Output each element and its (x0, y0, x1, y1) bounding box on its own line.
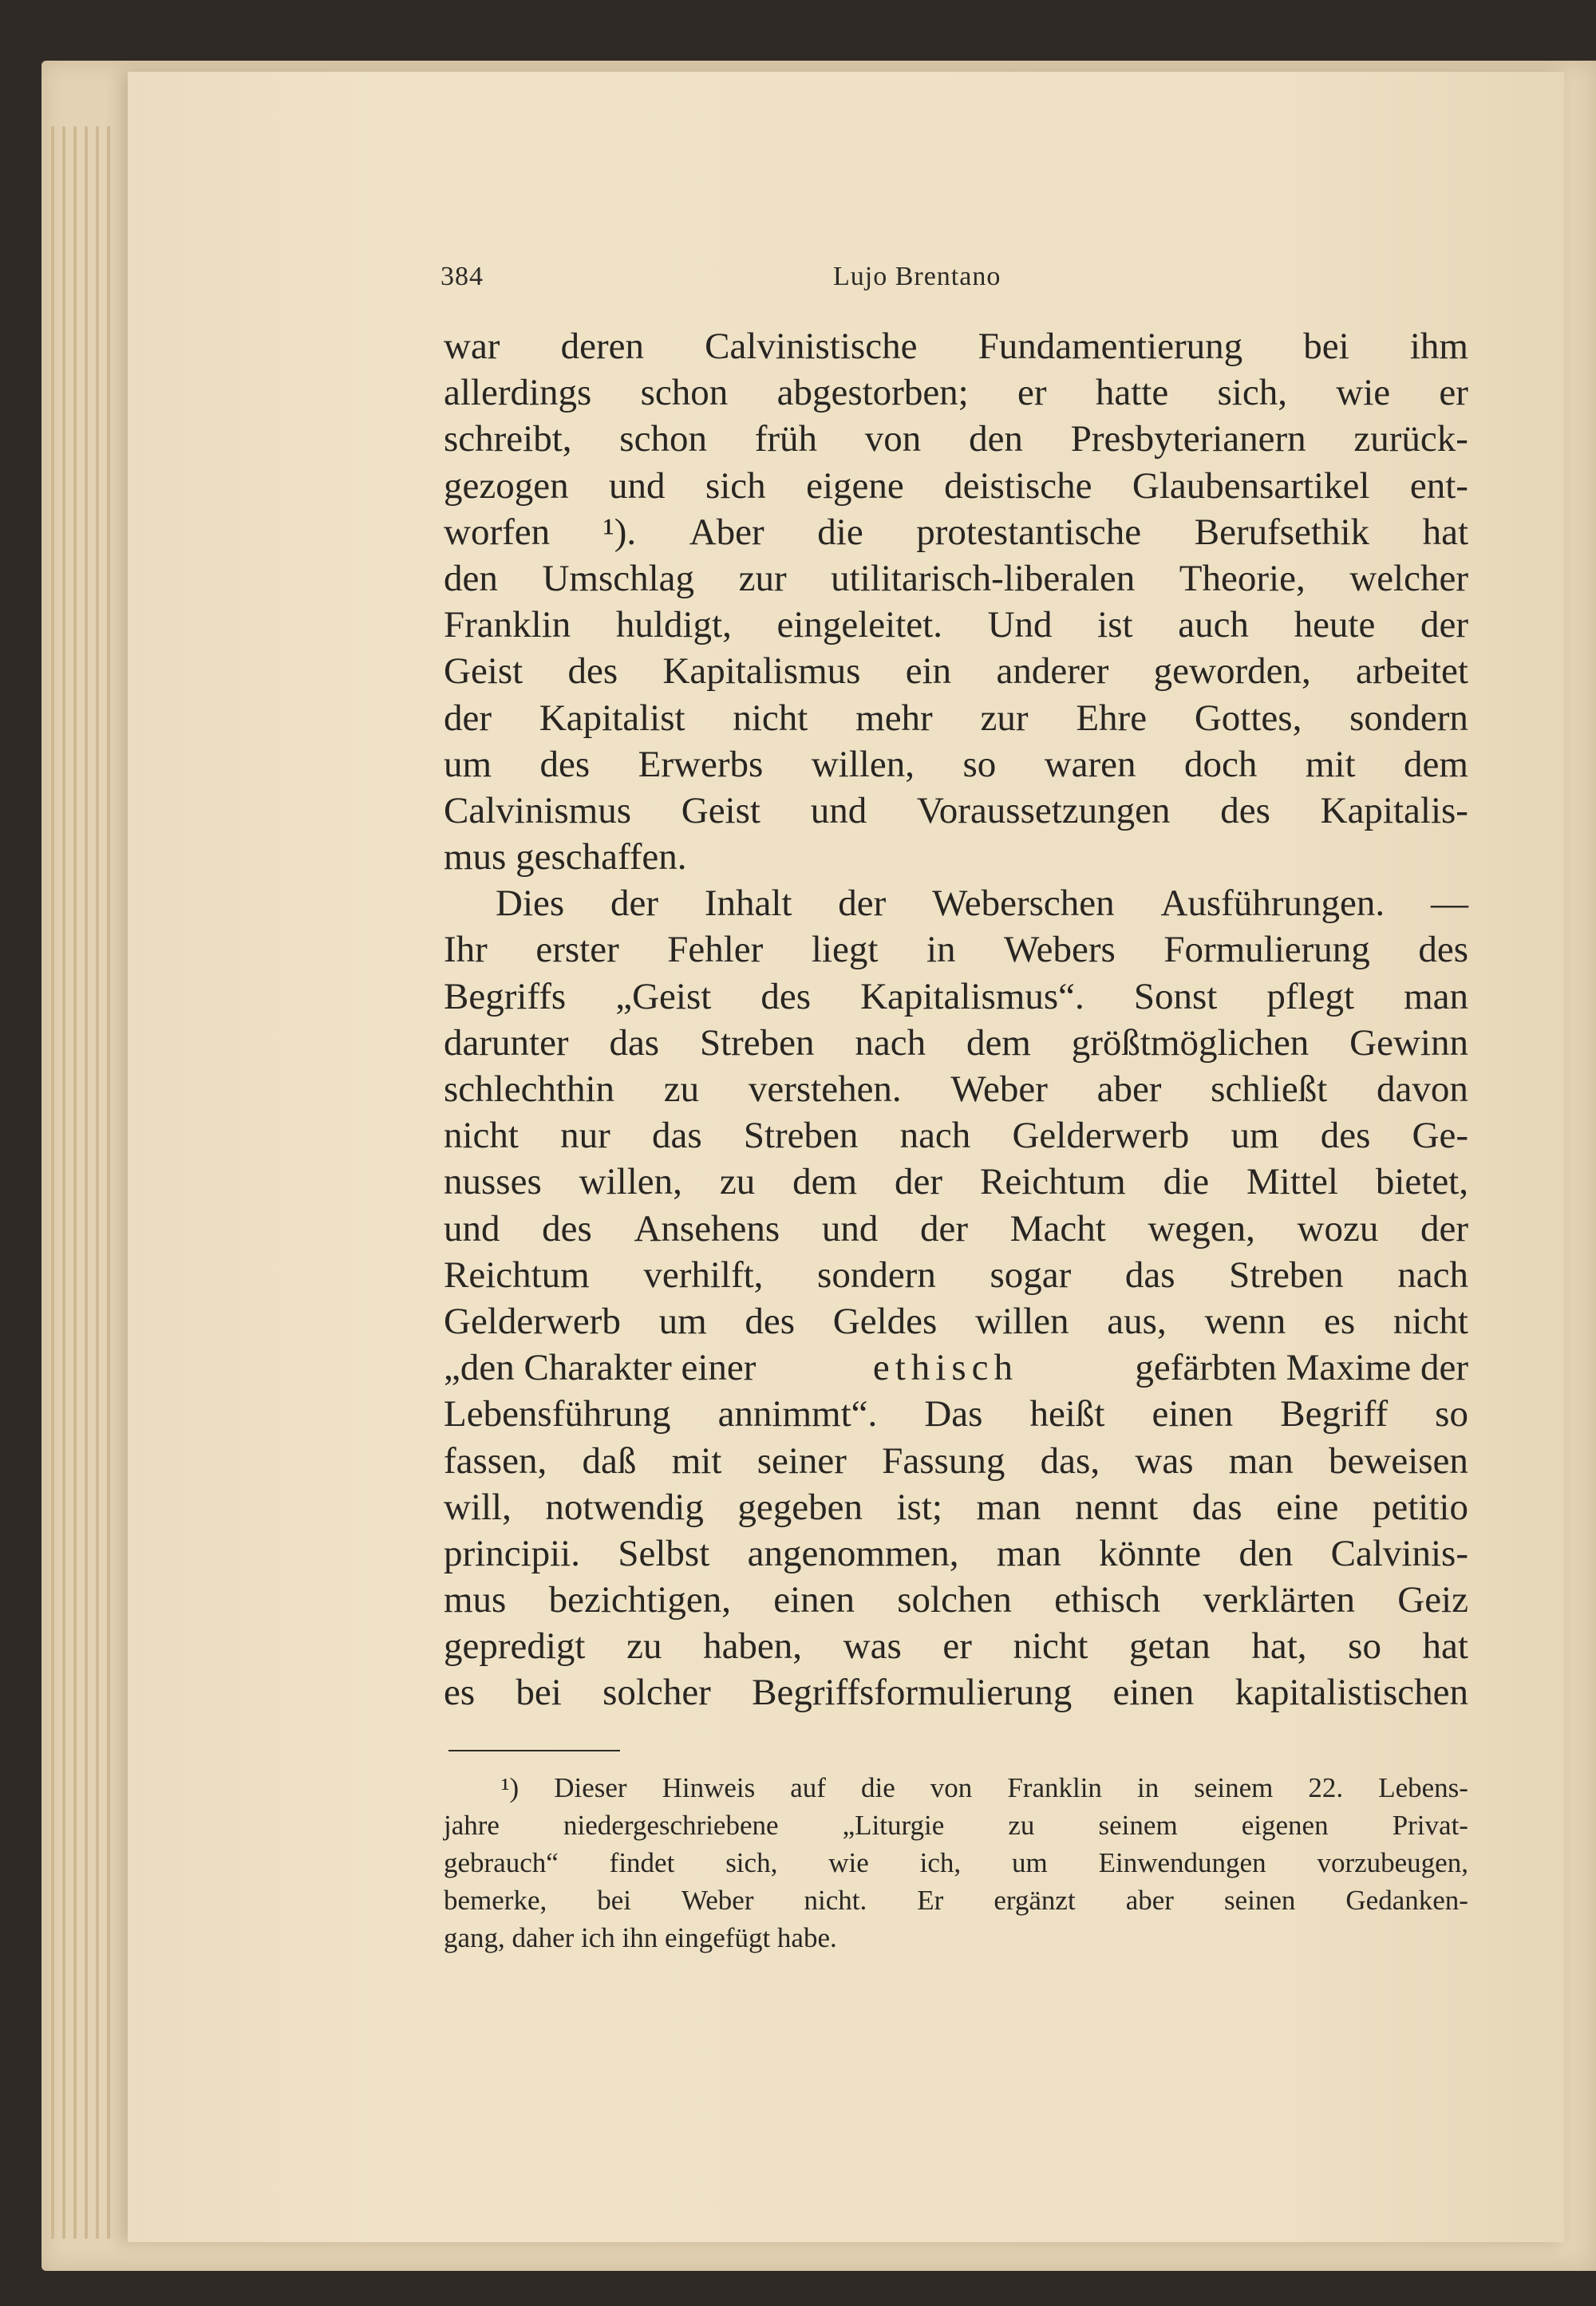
word: zu (626, 1625, 662, 1668)
word: hat (1422, 1625, 1468, 1668)
word: Weber (681, 1885, 754, 1916)
word: um (1231, 1115, 1279, 1157)
word: seinem (1098, 1810, 1178, 1841)
word: getan (1129, 1625, 1211, 1668)
text-line (444, 1391, 1468, 1437)
word: so (962, 743, 997, 785)
word: ¹). (602, 511, 637, 553)
word: abgestorben; (776, 372, 969, 414)
text-line (444, 695, 1468, 741)
word: sich, (1217, 372, 1287, 414)
word: Mittel (1246, 1161, 1338, 1203)
word: — (1430, 883, 1468, 925)
word: findet (609, 1847, 675, 1878)
word: zur (980, 697, 1029, 739)
word: es (1324, 1300, 1356, 1342)
word: heute (1294, 604, 1376, 646)
word: Und (987, 604, 1053, 646)
word: fassen, (444, 1439, 547, 1482)
word: er (942, 1625, 972, 1668)
word: seiner (757, 1439, 847, 1482)
word: heißt (1029, 1393, 1105, 1435)
running-head (440, 262, 1468, 297)
word: ihm (1409, 326, 1468, 367)
word: so (1435, 1393, 1468, 1435)
running-title: Lujo Brentano (833, 262, 1001, 291)
word: was (843, 1625, 902, 1668)
word: der (1420, 604, 1468, 646)
word: willen (975, 1300, 1069, 1342)
word: nach (855, 1021, 926, 1064)
word: doch (1184, 743, 1258, 785)
word: wegen, (1148, 1207, 1255, 1250)
word: Er (917, 1885, 944, 1916)
word: hat (1422, 511, 1468, 553)
word: sondern (817, 1254, 936, 1296)
word: aber (1096, 1068, 1162, 1110)
word: daß (582, 1439, 637, 1482)
word: Presbyterianern (1070, 418, 1306, 460)
word: Geiz (1397, 1579, 1468, 1621)
word: Glaubensartikel (1132, 464, 1370, 507)
text-line (444, 648, 1468, 694)
word: das (609, 1021, 660, 1064)
word: des (1418, 929, 1468, 971)
word: Theorie, (1179, 557, 1306, 599)
word: Erwerbs (638, 743, 764, 785)
word: schon (640, 372, 729, 414)
word: zu (1008, 1810, 1035, 1841)
word: der (610, 883, 658, 925)
word: es (444, 1672, 476, 1714)
page-edge (73, 126, 77, 2239)
word: Calvinis- (1330, 1532, 1468, 1574)
word: um (444, 743, 492, 785)
word: der (920, 1207, 969, 1250)
word: das (1191, 1486, 1242, 1528)
text-line (444, 926, 1468, 973)
text-line (444, 463, 1468, 509)
line-part: gefärbten Maxime der (1135, 1347, 1468, 1389)
word: ¹) (501, 1772, 519, 1803)
word: der (895, 1161, 943, 1203)
word: Kapitalismus“. (860, 975, 1084, 1017)
word: arbeitet (1356, 650, 1468, 693)
text-line: mus geschaffen. (444, 836, 687, 879)
word: Selbst (618, 1532, 710, 1574)
word: gebrauch“ (444, 1847, 559, 1878)
word: Geist (681, 789, 760, 831)
word: verstehen. (748, 1068, 902, 1110)
word: ethisch (1054, 1579, 1161, 1621)
word: des (1220, 789, 1270, 831)
footnote-line (444, 1806, 1468, 1844)
word: er (1439, 372, 1468, 414)
text-line (444, 1298, 1468, 1345)
word: die (861, 1772, 895, 1803)
word: vorzubeugen, (1317, 1847, 1468, 1878)
text-line (444, 788, 1468, 834)
word: deren (560, 326, 644, 367)
word: verklärten (1203, 1579, 1355, 1621)
word: petitio (1372, 1486, 1468, 1528)
word: nennt (1074, 1486, 1159, 1528)
word: bei (1303, 326, 1349, 367)
text-line (444, 1669, 1468, 1716)
footnote-divider (448, 1750, 620, 1751)
text-line (444, 602, 1468, 648)
page-edge (62, 126, 65, 2239)
word: Reichtum (444, 1254, 590, 1296)
text-line (444, 1484, 1468, 1530)
word: um (658, 1300, 707, 1342)
word: sondern (1349, 697, 1468, 739)
word: nicht (1393, 1300, 1468, 1342)
text-line-spaced (444, 1345, 1468, 1391)
word: welcher (1349, 557, 1468, 599)
word: annimmt“. (717, 1393, 878, 1435)
word: Calvinismus (444, 789, 632, 831)
page-number: 384 (440, 262, 484, 291)
word: Formulierung (1163, 929, 1370, 971)
word: eine (1276, 1486, 1339, 1528)
word: ist (1097, 604, 1133, 646)
word: Reichtum (979, 1161, 1126, 1203)
word: ent- (1409, 464, 1468, 507)
word: Fassung (882, 1439, 1005, 1482)
word: bei (597, 1885, 632, 1916)
word: einen (773, 1579, 855, 1621)
text-line (444, 880, 1468, 926)
word: Aber (689, 511, 764, 553)
word: den (1238, 1532, 1294, 1574)
word: Macht (1009, 1207, 1106, 1250)
word: Umschlag (542, 557, 695, 599)
word: bietet, (1375, 1161, 1468, 1203)
word: in (926, 929, 956, 971)
word: schreibt, (444, 418, 572, 460)
word: die (1163, 1161, 1210, 1203)
word: solchen (897, 1579, 1012, 1621)
word: das (651, 1115, 702, 1157)
word: die (817, 511, 863, 553)
text-line (444, 973, 1468, 1020)
footnote-line (444, 1844, 1468, 1882)
text-line (444, 1206, 1468, 1252)
word: ergänzt (994, 1885, 1076, 1916)
word: wie (828, 1847, 869, 1878)
word: des (745, 1300, 796, 1342)
footnote-line (444, 1882, 1468, 1919)
word: zu (663, 1068, 700, 1110)
word: einen (1112, 1672, 1195, 1714)
word: den (444, 557, 498, 599)
word: Einwendungen (1098, 1847, 1266, 1878)
word: könnte (1099, 1532, 1202, 1574)
word: protestantische (916, 511, 1142, 553)
word: und (444, 1207, 500, 1250)
text-line (444, 1112, 1468, 1159)
word: er (1017, 372, 1047, 414)
word: von (930, 1772, 973, 1803)
word: nicht (733, 697, 808, 739)
word: zu (719, 1161, 756, 1203)
word: seinem (1194, 1772, 1274, 1803)
word: beweisen (1329, 1439, 1468, 1482)
word: man (976, 1486, 1041, 1528)
footnote-line (444, 1769, 1468, 1806)
word: Gedanken- (1345, 1885, 1468, 1916)
word: davon (1377, 1068, 1468, 1110)
word: angenommen, (747, 1532, 959, 1574)
word: darunter (444, 1021, 569, 1064)
word: sich (705, 464, 766, 507)
word: und (821, 1207, 879, 1250)
word: Begriff (1280, 1393, 1389, 1435)
word: Voraussetzungen (916, 789, 1171, 831)
word: utilitarisch-liberalen (831, 557, 1136, 599)
word: huldigt, (615, 604, 732, 646)
word: Weber (950, 1068, 1048, 1110)
word: dem (966, 1021, 1031, 1064)
word: anderer (996, 650, 1109, 693)
text-line (444, 1252, 1468, 1298)
page-edge (96, 126, 99, 2239)
word: Franklin (444, 604, 571, 646)
word: bei (516, 1672, 562, 1714)
word: eingeleitet. (776, 604, 942, 646)
word: nicht. (804, 1885, 867, 1916)
word: notwendig (545, 1486, 704, 1528)
word: dem (792, 1161, 858, 1203)
word: Webers (1004, 929, 1116, 971)
word: will, (444, 1486, 512, 1528)
word: des (760, 975, 812, 1017)
word: zurück- (1353, 418, 1468, 460)
word: seinen (1223, 1885, 1296, 1916)
word: mehr (855, 697, 933, 739)
word: nicht (444, 1115, 519, 1157)
word: Ansehens (634, 1207, 780, 1250)
word: in (1136, 1772, 1159, 1803)
word: des (567, 650, 618, 693)
word: Kapitalist (539, 697, 685, 739)
word: Ausführungen. (1160, 883, 1385, 925)
word: war (444, 326, 500, 367)
word: Gewinn (1349, 1021, 1468, 1064)
word: haben, (703, 1625, 803, 1668)
word: wenn (1204, 1300, 1286, 1342)
word: Berufsethik (1194, 511, 1370, 553)
word: deistische (944, 464, 1092, 507)
word: man (996, 1532, 1061, 1574)
word: Ehre (1076, 697, 1148, 739)
word: dem (1404, 743, 1468, 785)
word: Kapitalis- (1320, 789, 1468, 831)
word: Inhalt (704, 883, 792, 925)
line-part: „den Charakter einer (444, 1347, 757, 1389)
word: des (1320, 1115, 1371, 1157)
word: Geldes (832, 1300, 938, 1342)
word: eigenen (1241, 1810, 1329, 1841)
word: nur (560, 1115, 610, 1157)
word: den (969, 418, 1023, 460)
word: gezogen (444, 464, 569, 507)
word: kapitalistischen (1235, 1672, 1468, 1714)
word: eigene (806, 464, 904, 507)
word: sich, (725, 1847, 778, 1878)
word: „Geist (615, 975, 712, 1017)
footnote (444, 1769, 1468, 1957)
word: auch (1178, 604, 1249, 646)
word: „Liturgie (842, 1810, 945, 1841)
word: Fehler (667, 929, 764, 971)
word: worfen (444, 511, 551, 553)
word: willen, (579, 1161, 682, 1203)
word: principii. (444, 1532, 580, 1574)
word: des (539, 743, 591, 785)
word: des (542, 1207, 592, 1250)
footnote-line: gang, daher ich ihn eingefügt habe. (444, 1922, 837, 1953)
word: Franklin (1007, 1772, 1102, 1803)
word: solcher (602, 1672, 711, 1714)
word: der (444, 697, 492, 739)
word: der (1420, 1207, 1468, 1250)
word: geworden, (1153, 650, 1311, 693)
word: das, (1040, 1439, 1100, 1482)
text-line (444, 1577, 1468, 1623)
word: was (1135, 1439, 1194, 1482)
word: Begriffs (444, 975, 567, 1017)
word: waren (1044, 743, 1136, 785)
word: niedergeschriebene (563, 1810, 779, 1841)
text-line (444, 369, 1468, 416)
word: hatte (1095, 372, 1169, 414)
word: pflegt (1266, 975, 1355, 1017)
text-line (444, 1066, 1468, 1112)
word: Streben (743, 1115, 859, 1157)
word: Geist (444, 650, 523, 693)
word: mit (1305, 743, 1356, 785)
word: schon (619, 418, 707, 460)
word: schließt (1211, 1068, 1328, 1110)
word: Weberschen (932, 883, 1115, 925)
word: von (864, 418, 922, 460)
word: Kapitalismus (662, 650, 861, 693)
word: nicht (1013, 1625, 1088, 1668)
word: Begriffsformulierung (752, 1672, 1073, 1714)
word: und (609, 464, 666, 507)
word: man (1404, 975, 1468, 1017)
word: früh (754, 418, 818, 460)
word: hat, (1251, 1625, 1307, 1668)
word: aber (1125, 1885, 1174, 1916)
text-line (444, 555, 1468, 602)
word: um (1012, 1847, 1048, 1878)
word: mus (444, 1579, 507, 1621)
word: Das (924, 1393, 983, 1435)
word: ist; (896, 1486, 942, 1528)
word: 22. (1308, 1772, 1344, 1803)
word: so (1348, 1625, 1381, 1668)
word: Privat- (1392, 1810, 1468, 1841)
page-edge (85, 126, 88, 2239)
word: Streben (1229, 1254, 1344, 1296)
text-line (444, 416, 1468, 462)
word: Gottes, (1194, 697, 1302, 739)
word: bezichtigen, (548, 1579, 731, 1621)
word: verhilft, (643, 1254, 764, 1296)
word: aus, (1107, 1300, 1167, 1342)
text-line (444, 323, 1468, 369)
word: zur (738, 557, 787, 599)
word: Ge- (1412, 1115, 1468, 1157)
word: Lebensführung (444, 1393, 671, 1435)
text-line (444, 1530, 1468, 1577)
word: auf (790, 1772, 826, 1803)
word: wozu (1297, 1207, 1379, 1250)
word: Gelderwerb (444, 1300, 621, 1342)
word: erster (535, 929, 619, 971)
word: Lebens- (1378, 1772, 1468, 1803)
word: sogar (990, 1254, 1072, 1296)
page-edge (107, 126, 110, 2239)
text-line (444, 509, 1468, 555)
word: Dies (496, 883, 565, 925)
word: allerdings (444, 372, 592, 414)
word: nusses (444, 1161, 542, 1203)
word: Gelderwerb (1012, 1115, 1190, 1157)
text-line (444, 1159, 1468, 1205)
word: Ihr (444, 929, 488, 971)
word: einen (1152, 1393, 1234, 1435)
word: nach (1397, 1254, 1468, 1296)
word: jahre (444, 1810, 500, 1841)
text-line (444, 1623, 1468, 1669)
word: Dieser (554, 1772, 627, 1803)
word: nach (899, 1115, 971, 1157)
word: ich, (919, 1847, 962, 1878)
word: der (838, 883, 887, 925)
word: willen, (811, 743, 915, 785)
word: Sonst (1133, 975, 1218, 1017)
word: bemerke, (444, 1885, 547, 1916)
word: Calvinistische (705, 326, 918, 367)
word: Fundamentierung (978, 326, 1243, 367)
word: Streben (699, 1021, 815, 1064)
word: Hinweis (662, 1772, 756, 1803)
word: ein (905, 650, 952, 693)
word: mit (671, 1439, 722, 1482)
word: wie (1336, 372, 1391, 414)
word: liegt (811, 929, 879, 971)
word: man (1228, 1439, 1294, 1482)
text-line (444, 1020, 1468, 1066)
word: gepredigt (444, 1625, 586, 1668)
page-edge (51, 126, 54, 2239)
spaced-emphasis: ethisch (872, 1347, 1018, 1389)
word: größtmöglichen (1071, 1021, 1310, 1064)
text-line (444, 741, 1468, 788)
text-line (444, 1438, 1468, 1484)
word: gegeben (737, 1486, 863, 1528)
word: das (1124, 1254, 1175, 1296)
word: und (810, 789, 867, 831)
main-text (444, 323, 1468, 1716)
word: schlechthin (444, 1068, 615, 1110)
